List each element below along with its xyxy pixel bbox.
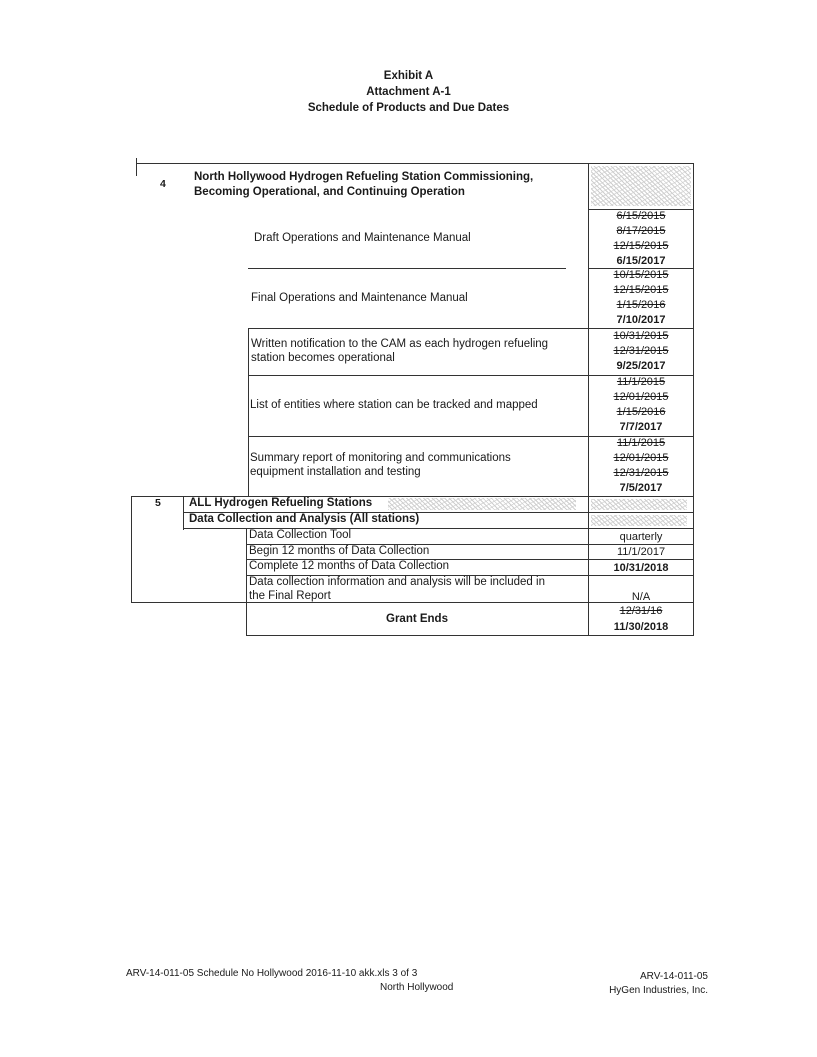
footer-file-name: ARV-14-011-05 Schedule No Hollywood 2016-11-10 akk.xls 3 of 3: [126, 968, 418, 979]
redacted-block: [591, 166, 691, 206]
struck-date: 11/1/2015: [616, 437, 666, 449]
footer-agreement-number: ARV-14-011-05: [639, 971, 708, 982]
struck-date: 12/01/2015: [613, 391, 669, 403]
struck-date: 12/01/2015: [613, 452, 669, 464]
deliverable-label: the Final Report: [249, 590, 331, 602]
struck-date: 10/31/2015: [613, 330, 669, 342]
task-title: North Hollywood Hydrogen Refueling Station Commissioning,: [194, 171, 534, 183]
task-title: ALL Hydrogen Refueling Stations: [189, 497, 373, 509]
due-date: 7/5/2017: [619, 482, 663, 494]
due-date: N/A: [631, 591, 651, 603]
struck-date: 6/15/2015: [616, 210, 666, 222]
struck-date: 12/31/2015: [613, 345, 669, 357]
deliverable-label: Data Collection Tool: [249, 529, 352, 541]
struck-date: 10/15/2015: [613, 269, 669, 281]
exhibit-title: Exhibit A: [383, 70, 434, 82]
attachment-title: Attachment A-1: [366, 86, 451, 98]
grant-ends-label: Grant Ends: [386, 613, 448, 625]
deliverable-label: List of entities where station can be tracked and mapped: [250, 399, 538, 411]
redacted-block: [591, 515, 687, 526]
due-date: 10/31/2018: [613, 562, 669, 574]
deliverable-label: Data collection information and analysis will be included in: [249, 576, 545, 588]
struck-date: 1/15/2016: [616, 299, 666, 311]
deliverable-label: Summary report of monitoring and communications: [250, 452, 511, 464]
task-number: 4: [160, 178, 166, 190]
footer-site: North Hollywood: [380, 982, 454, 993]
schedule-title: Schedule of Products and Due Dates: [307, 102, 510, 114]
due-date: 11/1/2017: [616, 546, 666, 558]
struck-date: 12/31/2015: [613, 467, 669, 479]
struck-date: 11/1/2015: [616, 376, 666, 388]
task-title: Becoming Operational, and Continuing Operation: [194, 186, 465, 198]
footer-company: HyGen Industries, Inc.: [609, 985, 708, 996]
struck-date: 12/15/2015: [613, 240, 669, 252]
due-date: quarterly: [619, 531, 663, 543]
struck-date: 8/17/2015: [616, 225, 666, 237]
deliverable-label: Written notification to the CAM as each hydrogen refueling: [251, 338, 549, 350]
deliverable-label: Begin 12 months of Data Collection: [249, 545, 430, 557]
deliverable-label: Complete 12 months of Data Collection: [249, 560, 450, 572]
deliverable-label: Draft Operations and Maintenance Manual: [254, 232, 471, 244]
due-date: 9/25/2017: [616, 360, 666, 372]
due-date: 11/30/2018: [613, 621, 669, 633]
due-date: 7/7/2017: [619, 421, 663, 433]
struck-date: 1/15/2016: [616, 406, 666, 418]
struck-date: 12/31/16: [619, 605, 663, 617]
task-subtitle: Data Collection and Analysis (All stations): [189, 513, 420, 525]
due-date: 6/15/2017: [616, 255, 666, 267]
redacted-block: [591, 499, 687, 510]
due-date: 7/10/2017: [616, 314, 666, 326]
task-number: 5: [155, 497, 161, 509]
deliverable-label: Final Operations and Maintenance Manual: [251, 292, 468, 304]
deliverable-label: equipment installation and testing: [250, 466, 421, 478]
redacted-block: [388, 498, 576, 510]
deliverable-label: station becomes operational: [251, 352, 395, 364]
struck-date: 12/15/2015: [613, 284, 669, 296]
